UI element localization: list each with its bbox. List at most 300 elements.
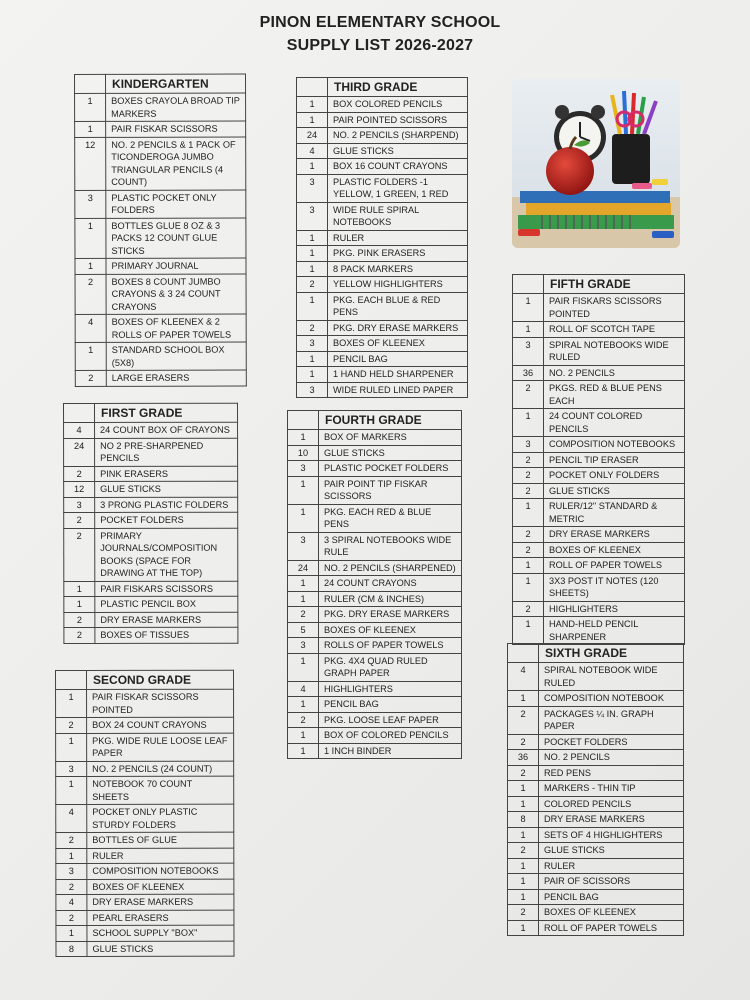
table-row (75, 121, 246, 137)
item-quantity: 4 (297, 143, 328, 159)
item-quantity: 1 (288, 430, 319, 446)
item-quantity: 3 (513, 437, 544, 453)
item-quantity: 2 (508, 843, 539, 859)
item-quantity: 10 (288, 445, 319, 461)
item-quantity: 1 (56, 776, 87, 804)
item-description: 24 COUNT BOX OF CRAYONS (95, 422, 238, 438)
table-row (297, 367, 468, 383)
item-description: PKG. EACH BLUE & RED PENS (328, 292, 468, 320)
table-row (508, 827, 684, 843)
item-description: SPIRAL NOTEBOOK WIDE RULED (539, 663, 684, 691)
item-description: BOX COLORED PENCILS (328, 97, 468, 113)
table-row (64, 466, 238, 482)
item-description: BOXES OF KLEENEX & 2 ROLLS OF PAPER TOWELS (106, 314, 246, 342)
item-quantity: 1 (56, 925, 87, 941)
table-row (288, 653, 462, 681)
item-description: PLASTIC POCKET ONLY FOLDERS (106, 190, 246, 218)
item-quantity: 2 (64, 512, 95, 528)
item-description: GLUE STICKS (95, 481, 238, 497)
table-row (56, 925, 234, 941)
school-supplies-photo (512, 79, 680, 248)
item-description: GLUE STICKS (87, 941, 234, 957)
item-description: PKG. DRY ERASE MARKERS (328, 320, 468, 336)
item-description: RULER (87, 848, 234, 864)
table-row (288, 430, 462, 446)
fifth-grade-table (512, 274, 685, 645)
qty-header-cell (288, 411, 319, 430)
table-row (508, 765, 684, 781)
item-quantity: 3 (288, 532, 319, 560)
table-row (508, 781, 684, 797)
item-description: NO. 2 PENCILS (539, 750, 684, 766)
grade-title: THIRD GRADE (328, 78, 468, 97)
item-description: PKGS. RED & BLUE PENS EACH (544, 381, 685, 409)
table-row (513, 499, 685, 527)
item-quantity: 1 (75, 258, 106, 274)
table-row (288, 591, 462, 607)
item-description: HIGHLIGHTERS (544, 601, 685, 617)
item-description: WIDE RULED LINED PAPER (328, 382, 468, 398)
item-description: RULER (539, 858, 684, 874)
table-row (64, 497, 238, 513)
item-quantity: 1 (75, 121, 106, 137)
item-quantity: 1 (513, 617, 544, 645)
item-description: SCHOOL SUPPLY "BOX" (87, 925, 234, 941)
item-quantity: 1 (297, 261, 328, 277)
item-quantity: 2 (297, 277, 328, 293)
item-quantity: 4 (56, 804, 87, 832)
item-quantity: 8 (508, 812, 539, 828)
item-description: DRY ERASE MARKERS (95, 612, 238, 628)
item-description: PKG. EACH RED & BLUE PENS (319, 504, 462, 532)
table-row (64, 422, 238, 438)
item-quantity: 1 (56, 733, 87, 761)
qty-header-cell (64, 403, 95, 422)
grade-title: FIRST GRADE (95, 403, 238, 422)
item-quantity: 2 (288, 712, 319, 728)
item-description: POCKET ONLY PLASTIC STURDY FOLDERS (87, 804, 234, 832)
item-quantity: 2 (64, 627, 95, 643)
table-row (297, 277, 468, 293)
grade-title: KINDERGARTEN (106, 74, 246, 93)
item-quantity: 1 (508, 874, 539, 890)
table-row (513, 437, 685, 453)
item-quantity: 2 (508, 905, 539, 921)
item-quantity: 1 (75, 342, 106, 370)
table-row (75, 274, 246, 315)
item-description: LARGE ERASERS (106, 370, 246, 386)
table-row (297, 128, 468, 144)
item-quantity: 5 (288, 622, 319, 638)
item-quantity: 1 (288, 504, 319, 532)
table-row (508, 734, 684, 750)
item-quantity: 4 (56, 894, 87, 910)
item-quantity: 2 (508, 734, 539, 750)
qty-header-cell (508, 644, 539, 663)
qty-header-cell (56, 670, 87, 689)
item-quantity: 2 (64, 528, 95, 581)
item-description: DRY ERASE MARKERS (87, 894, 234, 910)
item-description: GLUE STICKS (539, 843, 684, 859)
table-row (508, 920, 684, 936)
table-row (288, 728, 462, 744)
item-description: POCKET FOLDERS (95, 512, 238, 528)
item-description: 24 COUNT COLORED PENCILS (544, 409, 685, 437)
table-row (508, 905, 684, 921)
item-quantity: 2 (513, 483, 544, 499)
item-description: PLASTIC FOLDERS -1 YELLOW, 1 GREEN, 1 RED (328, 174, 468, 202)
kindergarten-table (74, 74, 247, 387)
item-quantity: 4 (508, 663, 539, 691)
table-row (288, 461, 462, 477)
item-description: BOX OF MARKERS (319, 430, 462, 446)
table-row (513, 381, 685, 409)
table-row (297, 320, 468, 336)
table-row (56, 910, 234, 926)
item-description: COMPOSITION NOTEBOOK (539, 691, 684, 707)
first-grade-table (63, 403, 238, 644)
table-row (288, 560, 462, 576)
item-description: NO. 2 PENCILS (544, 365, 685, 381)
item-description: BOXES OF TISSUES (95, 627, 238, 643)
table-row (513, 483, 685, 499)
item-description: 3 PRONG PLASTIC FOLDERS (95, 497, 238, 513)
item-quantity: 2 (56, 717, 87, 733)
item-description: BOXES OF KLEENEX (539, 905, 684, 921)
item-quantity: 1 (508, 796, 539, 812)
table-row (297, 230, 468, 246)
table-row (288, 638, 462, 654)
qty-header-cell (297, 78, 328, 97)
table-row (297, 174, 468, 202)
item-description: SETS OF 4 HIGHLIGHTERS (539, 827, 684, 843)
item-quantity: 1 (297, 351, 328, 367)
item-description: SPIRAL NOTEBOOKS WIDE RULED (544, 337, 685, 365)
item-description: NO. 2 PENCILS & 1 PACK OF TICONDEROGA JUMBO TRIANGULAR PENCILS (4 COUNT) (106, 137, 246, 190)
table-row (513, 337, 685, 365)
item-description: PRIMARY JOURNAL (106, 258, 246, 274)
table-row (513, 527, 685, 543)
item-description: RULER/12" STANDARD & METRIC (544, 499, 685, 527)
item-description: PAIR FISKARS SCISSORS POINTED (544, 294, 685, 322)
table-row (297, 246, 468, 262)
item-description: GLUE STICKS (319, 445, 462, 461)
table-row (513, 542, 685, 558)
item-description: BOTTLES OF GLUE (87, 832, 234, 848)
table-row (75, 137, 246, 190)
table-row (56, 717, 234, 733)
item-quantity: 2 (56, 910, 87, 926)
item-description: RED PENS (539, 765, 684, 781)
list-title: SUPPLY LIST 2026-2027 (286, 37, 474, 54)
table-row (64, 596, 238, 612)
item-description: 8 PACK MARKERS (328, 261, 468, 277)
item-description: DRY ERASE MARKERS (544, 527, 685, 543)
item-description: PENCIL BAG (539, 889, 684, 905)
table-row (513, 294, 685, 322)
item-quantity: 2 (75, 370, 106, 386)
table-row (75, 93, 246, 121)
item-quantity: 2 (508, 706, 539, 734)
item-description: NO 2 PRE-SHARPENED PENCILS (95, 438, 238, 466)
item-description: BOXES OF KLEENEX (328, 336, 468, 352)
table-row (75, 218, 246, 259)
item-quantity: 1 (297, 246, 328, 262)
item-description: MARKERS - THIN TIP (539, 781, 684, 797)
table-row (64, 581, 238, 597)
item-quantity: 2 (508, 765, 539, 781)
item-quantity: 1 (513, 573, 544, 601)
item-description: PENCIL BAG (328, 351, 468, 367)
item-description: PENCIL BAG (319, 697, 462, 713)
item-description: ROLL OF SCOTCH TAPE (544, 322, 685, 338)
item-description: 1 HAND HELD SHARPENER (328, 367, 468, 383)
item-description: ROLL OF PAPER TOWELS (544, 558, 685, 574)
item-description: ROLL OF PAPER TOWELS (539, 920, 684, 936)
grade-title: FOURTH GRADE (319, 411, 462, 430)
item-quantity: 2 (513, 601, 544, 617)
item-quantity: 3 (64, 497, 95, 513)
item-quantity: 1 (75, 218, 106, 259)
item-quantity: 2 (64, 466, 95, 482)
table-row (75, 314, 246, 342)
item-quantity: 1 (288, 728, 319, 744)
item-quantity: 2 (64, 612, 95, 628)
table-row (56, 894, 234, 910)
item-quantity: 1 (297, 292, 328, 320)
table-row (297, 336, 468, 352)
table-row (288, 607, 462, 623)
item-description: POCKET FOLDERS (539, 734, 684, 750)
item-quantity: 2 (56, 879, 87, 895)
item-quantity: 3 (75, 190, 106, 218)
item-quantity: 1 (56, 689, 87, 717)
table-row (56, 848, 234, 864)
table-row (297, 292, 468, 320)
item-description: PAIR POINT TIP FISKAR SCISSORS (319, 476, 462, 504)
item-description: YELLOW HIGHLIGHTERS (328, 277, 468, 293)
table-row (288, 622, 462, 638)
table-row (508, 858, 684, 874)
table-row (297, 351, 468, 367)
item-description: BOXES OF KLEENEX (87, 879, 234, 895)
item-description: NO. 2 PENCILS (SHARPENED) (319, 560, 462, 576)
table-row (508, 706, 684, 734)
grade-title: FIFTH GRADE (544, 275, 685, 294)
item-quantity: 24 (297, 128, 328, 144)
item-quantity: 1 (75, 93, 106, 121)
item-quantity: 2 (513, 527, 544, 543)
table-row (513, 558, 685, 574)
item-quantity: 4 (75, 314, 106, 342)
qty-header-cell (75, 74, 106, 93)
table-row (64, 438, 238, 466)
table-row (297, 112, 468, 128)
table-row (513, 452, 685, 468)
table-row (288, 681, 462, 697)
item-description: NOTEBOOK 70 COUNT SHEETS (87, 776, 234, 804)
item-quantity: 24 (64, 438, 95, 466)
item-quantity: 4 (288, 681, 319, 697)
item-description: COLORED PENCILS (539, 796, 684, 812)
table-row (56, 804, 234, 832)
item-quantity: 1 (297, 159, 328, 175)
item-description: NO. 2 PENCILS (SHARPEND) (328, 128, 468, 144)
item-quantity: 1 (297, 97, 328, 113)
item-description: RULER (328, 230, 468, 246)
table-row (508, 663, 684, 691)
table-row (513, 409, 685, 437)
table-row (513, 468, 685, 484)
table-row (56, 776, 234, 804)
table-row (75, 258, 246, 274)
item-description: 3 SPIRAL NOTEBOOKS WIDE RULE (319, 532, 462, 560)
table-row (508, 874, 684, 890)
item-quantity: 1 (297, 230, 328, 246)
item-description: PAIR OF SCISSORS (539, 874, 684, 890)
qty-header-cell (513, 275, 544, 294)
item-quantity: 1 (56, 848, 87, 864)
fourth-grade-table (287, 410, 462, 759)
item-quantity: 1 (508, 858, 539, 874)
item-quantity: 8 (56, 941, 87, 957)
table-row (508, 796, 684, 812)
table-row (64, 512, 238, 528)
item-description: GLUE STICKS (328, 143, 468, 159)
item-description: PAIR FISKAR SCISSORS POINTED (87, 689, 234, 717)
item-quantity: 3 (288, 461, 319, 477)
item-quantity: 1 (288, 576, 319, 592)
table-row (288, 445, 462, 461)
item-quantity: 1 (288, 697, 319, 713)
item-quantity: 2 (56, 832, 87, 848)
item-description: PINK ERASERS (95, 466, 238, 482)
third-grade-table (296, 77, 468, 398)
item-description: PKG. WIDE RULE LOOSE LEAF PAPER (87, 733, 234, 761)
item-quantity: 2 (288, 607, 319, 623)
item-quantity: 1 (513, 322, 544, 338)
item-quantity: 2 (297, 320, 328, 336)
item-description: PACKAGES ¼ IN. GRAPH PAPER (539, 706, 684, 734)
table-row (288, 697, 462, 713)
item-quantity: 36 (513, 365, 544, 381)
table-row (56, 733, 234, 761)
item-quantity: 1 (513, 558, 544, 574)
item-description: PLASTIC PENCIL BOX (95, 596, 238, 612)
table-row (64, 612, 238, 628)
item-description: STANDARD SCHOOL BOX (5X8) (106, 342, 246, 370)
item-description: 3X3 POST IT NOTES (120 SHEETS) (544, 573, 685, 601)
item-description: COMPOSITION NOTEBOOKS (87, 863, 234, 879)
item-quantity: 4 (64, 422, 95, 438)
item-description: ROLLS OF PAPER TOWELS (319, 638, 462, 654)
item-quantity: 24 (288, 560, 319, 576)
sixth-grade-table (507, 643, 684, 936)
item-quantity: 2 (513, 542, 544, 558)
table-row (508, 750, 684, 766)
item-quantity: 1 (513, 294, 544, 322)
second-grade-table (55, 670, 235, 957)
item-description: BOXES OF KLEENEX (544, 542, 685, 558)
table-row (513, 617, 685, 645)
table-row (56, 941, 234, 957)
grade-title: SECOND GRADE (87, 670, 234, 689)
item-quantity: 1 (508, 827, 539, 843)
item-quantity: 1 (288, 743, 319, 759)
table-row (56, 761, 234, 777)
item-quantity: 2 (513, 452, 544, 468)
item-description: BOX OF COLORED PENCILS (319, 728, 462, 744)
table-row (297, 97, 468, 113)
item-description: PAIR FISKARS SCISSORS (95, 581, 238, 597)
table-row (508, 889, 684, 905)
item-description: BOX 24 COUNT CRAYONS (87, 717, 234, 733)
item-quantity: 3 (56, 761, 87, 777)
item-description: GLUE STICKS (544, 483, 685, 499)
item-quantity: 3 (297, 174, 328, 202)
table-row (75, 342, 246, 370)
table-row (508, 812, 684, 828)
item-quantity: 2 (75, 274, 106, 315)
item-description: WIDE RULE SPIRAL NOTEBOOKS (328, 202, 468, 230)
item-quantity: 1 (513, 409, 544, 437)
table-row (288, 504, 462, 532)
item-quantity: 1 (288, 476, 319, 504)
item-description: PKG. PINK ERASERS (328, 246, 468, 262)
item-description: PAIR POINTED SCISSORS (328, 112, 468, 128)
item-description: PRIMARY JOURNALS/COMPOSITION BOOKS (SPACE FOR DRAWING AT THE TOP) (95, 528, 238, 581)
item-description: PEARL ERASERS (87, 910, 234, 926)
item-description: 1 INCH BINDER (319, 743, 462, 759)
table-row (297, 382, 468, 398)
item-description: 24 COUNT CRAYONS (319, 576, 462, 592)
item-description: COMPOSITION NOTEBOOKS (544, 437, 685, 453)
item-description: RULER (CM & INCHES) (319, 591, 462, 607)
item-description: BOXES 8 COUNT JUMBO CRAYONS & 3 24 COUNT CRAYONS (106, 274, 246, 315)
item-quantity: 1 (64, 596, 95, 612)
item-quantity: 12 (75, 137, 106, 190)
item-quantity: 1 (288, 653, 319, 681)
item-quantity: 1 (64, 581, 95, 597)
item-quantity: 3 (297, 336, 328, 352)
table-row (288, 712, 462, 728)
item-description: BOXES CRAYOLA BROAD TIP MARKERS (106, 93, 246, 121)
school-name: PINON ELEMENTARY SCHOOL (259, 14, 501, 31)
item-description: PLASTIC POCKET FOLDERS (319, 461, 462, 477)
item-quantity: 3 (297, 202, 328, 230)
table-row (56, 863, 234, 879)
table-row (56, 879, 234, 895)
item-description: BOXES OF KLEENEX (319, 622, 462, 638)
table-row (75, 190, 246, 218)
table-row (297, 159, 468, 175)
table-row (288, 743, 462, 759)
item-description: PAIR FISKAR SCISSORS (106, 121, 246, 137)
item-description: BOTTLES GLUE 8 OZ & 3 PACKS 12 COUNT GLUE STICKS (106, 218, 246, 259)
item-quantity: 1 (297, 367, 328, 383)
table-row (64, 481, 238, 497)
table-row (508, 691, 684, 707)
item-description: PKG. LOOSE LEAF PAPER (319, 712, 462, 728)
item-quantity: 12 (64, 481, 95, 497)
item-description: PENCIL TIP ERASER (544, 452, 685, 468)
item-quantity: 3 (288, 638, 319, 654)
item-description: POCKET ONLY FOLDERS (544, 468, 685, 484)
table-row (513, 322, 685, 338)
item-description: HIGHLIGHTERS (319, 681, 462, 697)
item-quantity: 1 (288, 591, 319, 607)
item-quantity: 36 (508, 750, 539, 766)
